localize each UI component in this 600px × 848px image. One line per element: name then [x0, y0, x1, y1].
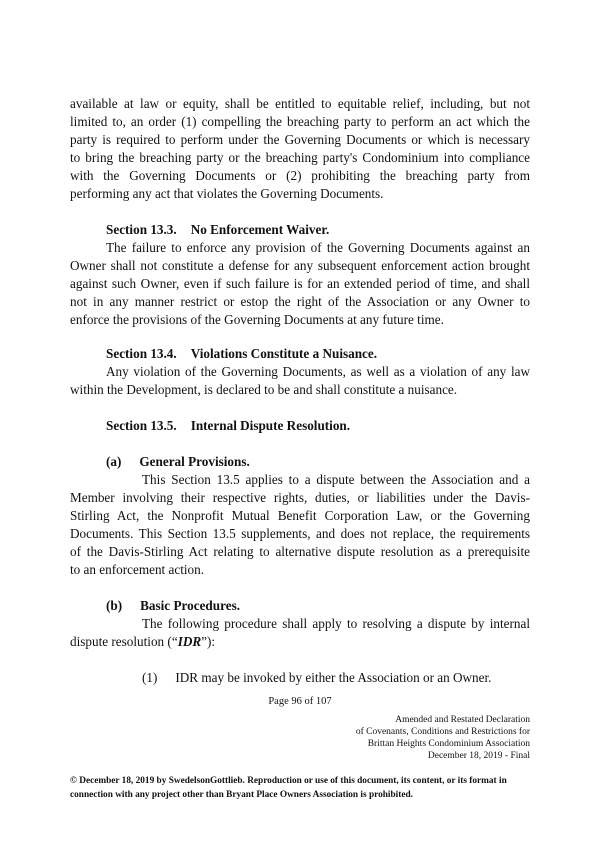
- subsection-number: (a): [106, 454, 122, 469]
- text-line: within the Development, is declared to be and shall constitute a nuisance.: [70, 382, 458, 397]
- subsection-b-heading: [70, 597, 530, 615]
- page-number: Page 96 of 107: [268, 696, 332, 707]
- text-line: not in any manner restrict or estop the right of the Association or any Owner to: [70, 294, 530, 309]
- text: ”):: [201, 634, 216, 649]
- section-title: Violations Constitute a Nuisance.: [190, 346, 378, 361]
- text-line: to an enforcement action.: [70, 562, 205, 577]
- text-line: limited to, an order (1) compelling the breaching party to perform an act which the: [70, 114, 530, 129]
- section-number: Section 13.3.: [106, 222, 177, 237]
- doc-info-line: December 18, 2019 - Final: [427, 751, 530, 761]
- text-line: of the Davis-Stirling Act relating to alternative dispute resolution as a prerequisite: [70, 544, 530, 559]
- text-line: The following procedure shall apply to resolving a dispute by internal: [142, 616, 530, 631]
- paragraph-continuation: [70, 95, 530, 203]
- section-title: No Enforcement Waiver.: [190, 222, 330, 237]
- text: dispute resolution (“: [70, 634, 178, 649]
- item-number: (1): [142, 670, 158, 685]
- doc-info-line: Brittan Heights Condominium Association: [367, 739, 530, 749]
- subsection-title: Basic Procedures.: [140, 598, 240, 613]
- section-13-5-heading: [70, 417, 530, 435]
- copyright-line: connection with any project other than Bryant Place Owners Association is prohibited.: [70, 790, 413, 800]
- text-line: performing any act that violates the Governing Documents.: [70, 186, 384, 201]
- subsection-b-body: [70, 615, 530, 651]
- list-item-1: [70, 669, 530, 687]
- subsection-number: (b): [106, 598, 123, 613]
- subsection-a-heading: [70, 453, 530, 471]
- text-line: Owner shall not constitute a defense for any subsequent enforcement action brought: [70, 258, 530, 273]
- copyright-notice: [70, 774, 530, 802]
- section-13-4-body: [70, 363, 530, 399]
- text-line: party is required to perform under the Governing Documents or which is necessary: [70, 132, 530, 147]
- section-number: Section 13.4.: [106, 346, 177, 361]
- text-line: Member involving their respective rights, duties, or liabilities under the Davis-: [70, 490, 530, 505]
- subsection-a-body: [70, 471, 530, 579]
- subsection-title: General Provisions.: [139, 454, 250, 469]
- section-13-4-heading: [70, 345, 530, 363]
- text-line: available at law or equity, shall be entitled to equitable relief, including, but not: [70, 96, 530, 111]
- text-line: with the Governing Documents or (2) prohibiting the breaching party from: [70, 168, 530, 183]
- copyright-line: © December 18, 2019 by SwedelsonGottlieb. Reproduction or use of this document, its content, or its format in: [70, 776, 507, 786]
- doc-info-line: Amended and Restated Declaration: [395, 715, 530, 725]
- text-line: Any violation of the Governing Documents, as well as a violation of any law: [106, 364, 530, 379]
- section-13-3-body: [70, 239, 530, 329]
- text-line: [70, 633, 530, 651]
- text-line: to bring the breaching party or the breaching party's Condominium into compliance: [70, 150, 530, 165]
- item-text: IDR may be invoked by either the Association or an Owner.: [175, 670, 492, 685]
- section-13-3-heading: [70, 221, 530, 239]
- text-line: This Section 13.5 applies to a dispute between the Association and a: [142, 472, 530, 487]
- doc-info-line: of Covenants, Conditions and Restrictions for: [355, 727, 530, 737]
- text-line: Documents. This Section 13.5 supplements, and does not replace, the requirements: [70, 526, 530, 541]
- section-title: Internal Dispute Resolution.: [190, 418, 351, 433]
- text-line: The failure to enforce any provision of the Governing Documents against an: [106, 240, 530, 255]
- document-info: [70, 714, 530, 762]
- section-number: Section 13.5.: [106, 418, 177, 433]
- text-line: against such Owner, even if such failure is for an extended period of time, and shall: [70, 276, 530, 291]
- text-line: Stirling Act, the Nonprofit Mutual Benefit Corporation Law, or the Governing: [70, 508, 530, 523]
- text-line: enforce the provisions of the Governing Documents at any future time.: [70, 312, 444, 327]
- defined-term: IDR: [177, 634, 202, 649]
